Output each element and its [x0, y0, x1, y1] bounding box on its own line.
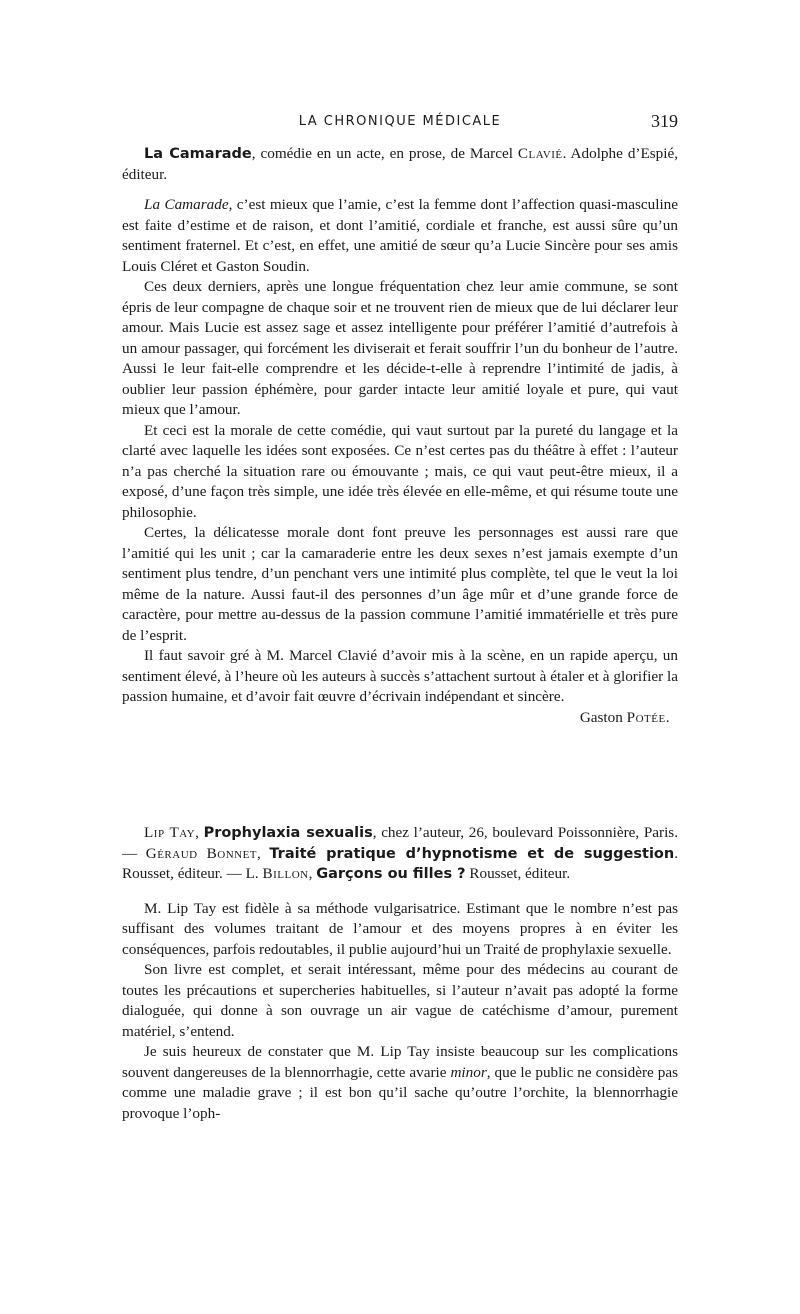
author-name: Géraud Bonnet — [145, 844, 258, 862]
italic-title: La Camarade — [144, 196, 229, 213]
review-prophylaxia — [122, 823, 678, 1124]
review-heading — [122, 823, 678, 885]
paragraph — [122, 195, 678, 277]
heading-text: , chez l’auteur, 26, boulevard Poissonnière, Paris. — — [122, 824, 678, 862]
signature-first: Gaston — [579, 708, 627, 726]
book-title: Garçons ou filles ? — [316, 866, 466, 882]
paragraph-text: , c’est mieux que l’amie, c’est la femme dont l’affection quasi-masculine est faite d’estime et de raison, et dont l’amitié, cordiale et franche, est aussi sûre qu’un sentiment fraternel. Et c’est, en effet, une amitié de sœur qu’a Lucie Sincère pour ses amis Louis Cléret et Gaston Soudin. — [122, 196, 678, 275]
italic-word: minor — [450, 1063, 487, 1081]
paragraph: Certes, la délicatesse morale dont font preuve les personnages est aussi rare que l’amitié qui les unit ; car la camaraderie entre les deux sexes n’est jamais exempte d’un sentiment plus tendre, d’un penchant vers une intimité plus complète, tel que le veut la loi même de la nature. Aussi faut-il des personnes d’un âge mûr et d’une grande force de caractère, pour mettre au-dessus de la passion commune l’amitié immatérielle et très pure de l’esprit. — [122, 524, 678, 644]
heading-text: , comédie en un acte, en prose, de Marcel — [251, 145, 518, 162]
paragraph: Son livre est complet, et serait intéressant, même pour des médecins au courant de toutes les précautions et supercheries habituelles, si l’auteur n’avait pas adopté la forme dialoguée, qui donne à son ouvrage un air vague de catéchisme d’amour, purement matériel, s’entend. — [122, 961, 678, 1040]
paragraph: M. Lip Tay est fidèle à sa méthode vulgarisatrice. Estimant que le nombre n’est pas suffisant des volumes traitant de l’amour et des moyens propres à en éviter les conséquences, parfois redoutables, il publie aujourd’hui un Traité de prophylaxie sexuelle. — [122, 899, 678, 958]
signature-last: Potée. — [626, 708, 670, 726]
running-header — [122, 111, 678, 134]
paragraph-text: , que le public ne considère pas comme une maladie grave ; il est bon qu’il sache qu’outre l’orchite, la blennorrhagie provoque l’oph- — [122, 1063, 678, 1122]
heading-text: , — [257, 844, 270, 862]
heading-text: Rousset, éditeur. — [465, 865, 571, 882]
review-heading — [122, 144, 678, 185]
review-title: La Camarade — [144, 146, 252, 162]
author-name: Billon — [262, 865, 309, 882]
heading-text: . Rousset, éditeur. — L. — [122, 844, 678, 882]
paragraph: Il faut savoir gré à M. Marcel Clavié d’avoir mis à la scène, en un rapide aperçu, un sentiment élevé, à l’heure où les auteurs à succès s’attachent surtout à étaler et à glorifier la passion humaine, et d’avoir fait œuvre d’écrivain indépendant et sincère. — [122, 647, 678, 705]
heading-text: , — [195, 824, 204, 841]
author-name: Clavié — [517, 145, 563, 162]
author-name: Lip Tay — [144, 824, 196, 841]
review-la-camarade — [122, 144, 678, 728]
paragraph: Et ceci est la morale de cette comédie, qui vaut surtout par la pureté du langage et la clarté avec laquelle les idées sont exposées. Ce n’est certes pas du théâtre à effet : l’auteur n’a pas cherché la situation rare ou émouvante ; mais, ce qui vaut peut-être mieux, il a exposé, d’une façon très simple, une idée très élevée en elle-même, et qui résume toute une philosophie. — [122, 421, 678, 521]
heading-text: , — [308, 865, 317, 882]
book-title: Prophylaxia sexualis — [203, 825, 373, 841]
book-title: Traité pratique d’hypnotisme et de suggestion — [269, 845, 675, 862]
paragraph: Ces deux derniers, après une longue fréquentation chez leur amie commune, se sont épris de leur compagne de chaque soir et ne trouvent rien de mieux que de lui déclarer leur amour. Mais Lucie est assez sage et assez intelligente pour préférer l’amitié d’autrefois à un amour passager, qui forcément les diviserait et ferait souffrir l’un du bonheur de l’autre. Aussi le leur fait-elle comprendre et les décide-t-elle à reprendre l’intimité de jadis, à oublier leur passion éphémère, pour garder intacte leur amitié loyale et pure, qui vaut mieux que l’amour. — [122, 278, 678, 418]
page-number: 319 — [651, 111, 678, 131]
heading-text: . Adolphe d’Espié, éditeur. — [122, 145, 679, 183]
paragraph-text: Je suis heureux de constater que M. Lip Tay insiste beaucoup sur les complications souvent dangereuses de la blennorrhagie, cette avarie — [122, 1043, 678, 1081]
paragraph — [122, 1042, 678, 1124]
signature — [122, 708, 678, 729]
running-title: LA CHRONIQUE MÉDICALE — [298, 114, 502, 129]
